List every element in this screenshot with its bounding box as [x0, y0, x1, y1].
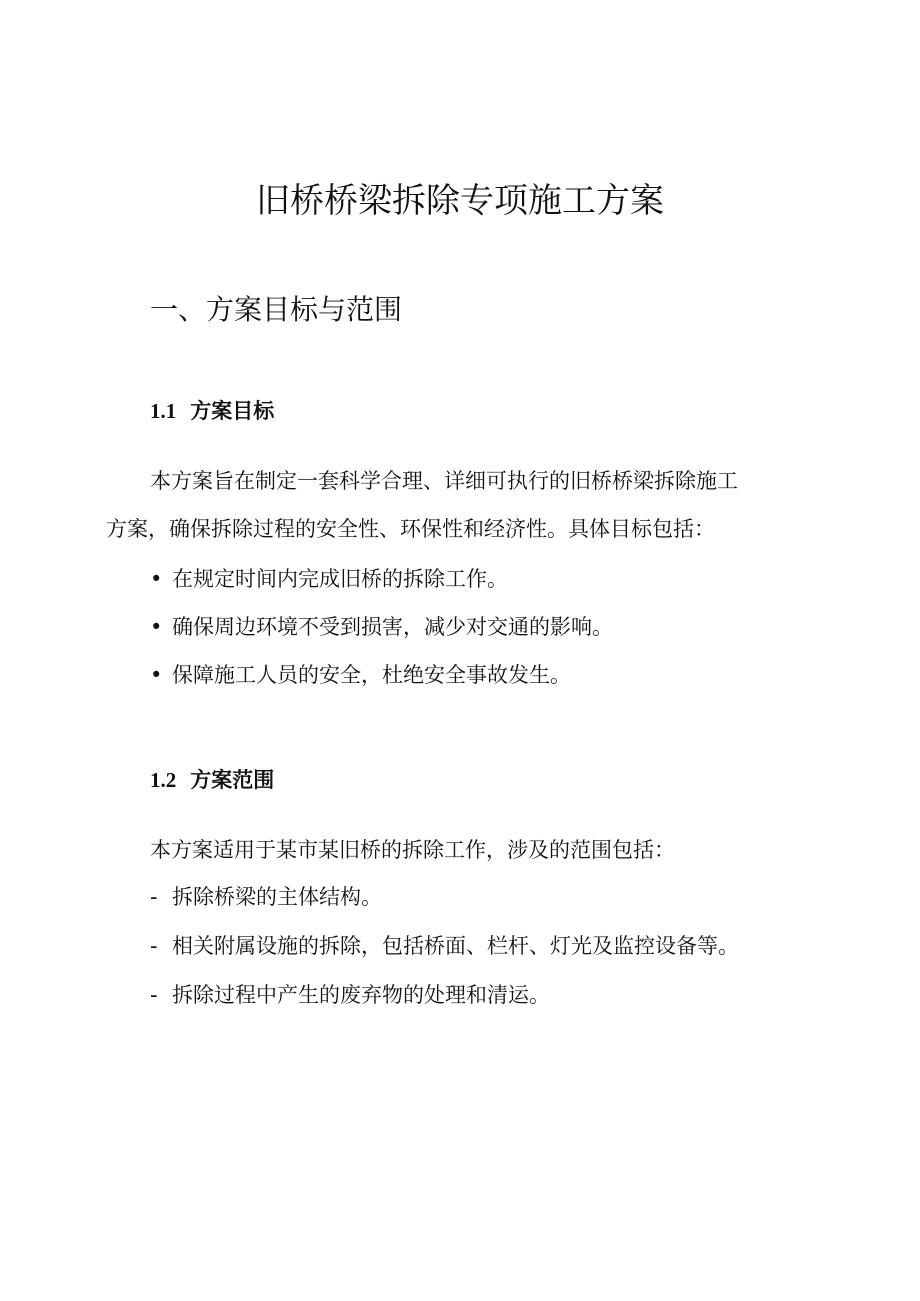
- list-item: [150, 931, 739, 961]
- list-item: [150, 564, 508, 594]
- subsection-heading-1-1: [150, 396, 274, 426]
- subsection-number: 1.1: [150, 399, 177, 423]
- bullet-marker: •: [150, 567, 163, 591]
- list-item-text: 相关附属设施的拆除，包括桥面、栏杆、灯光及监控设备等。: [172, 934, 739, 958]
- document-title: 旧桥桥梁拆除专项施工方案: [256, 181, 664, 221]
- list-item: [150, 882, 382, 912]
- list-item-text: 拆除桥梁的主体结构。: [172, 885, 382, 909]
- subsection-heading-1-2: [150, 765, 274, 795]
- list-item: [150, 612, 613, 642]
- dash-marker: -: [150, 983, 158, 1007]
- paragraph-line: 方案，确保拆除过程的安全性、环保性和经济性。具体目标包括：: [106, 517, 715, 541]
- section-heading: 一、方案目标与范围: [150, 293, 403, 326]
- bullet-marker: •: [150, 615, 163, 639]
- subsection-title: 方案范围: [190, 768, 275, 792]
- bullet-marker: •: [150, 663, 163, 687]
- list-item: [150, 660, 571, 690]
- list-item-text: 确保周边环境不受到损害，减少对交通的影响。: [172, 615, 613, 639]
- list-item-text: 在规定时间内完成旧桥的拆除工作。: [172, 567, 508, 591]
- list-item-text: 拆除过程中产生的废弃物的处理和清运。: [172, 983, 550, 1007]
- paragraph-line: 本方案适用于某市某旧桥的拆除工作，涉及的范围包括：: [150, 838, 675, 862]
- subsection-title: 方案目标: [190, 399, 275, 423]
- dash-marker: -: [150, 934, 158, 958]
- dash-marker: -: [150, 885, 158, 909]
- paragraph-line: 本方案旨在制定一套科学合理、详细可执行的旧桥桥梁拆除施工: [150, 469, 738, 493]
- subsection-number: 1.2: [150, 768, 177, 792]
- list-item: [150, 980, 550, 1010]
- list-item-text: 保障施工人员的安全，杜绝安全事故发生。: [172, 663, 571, 687]
